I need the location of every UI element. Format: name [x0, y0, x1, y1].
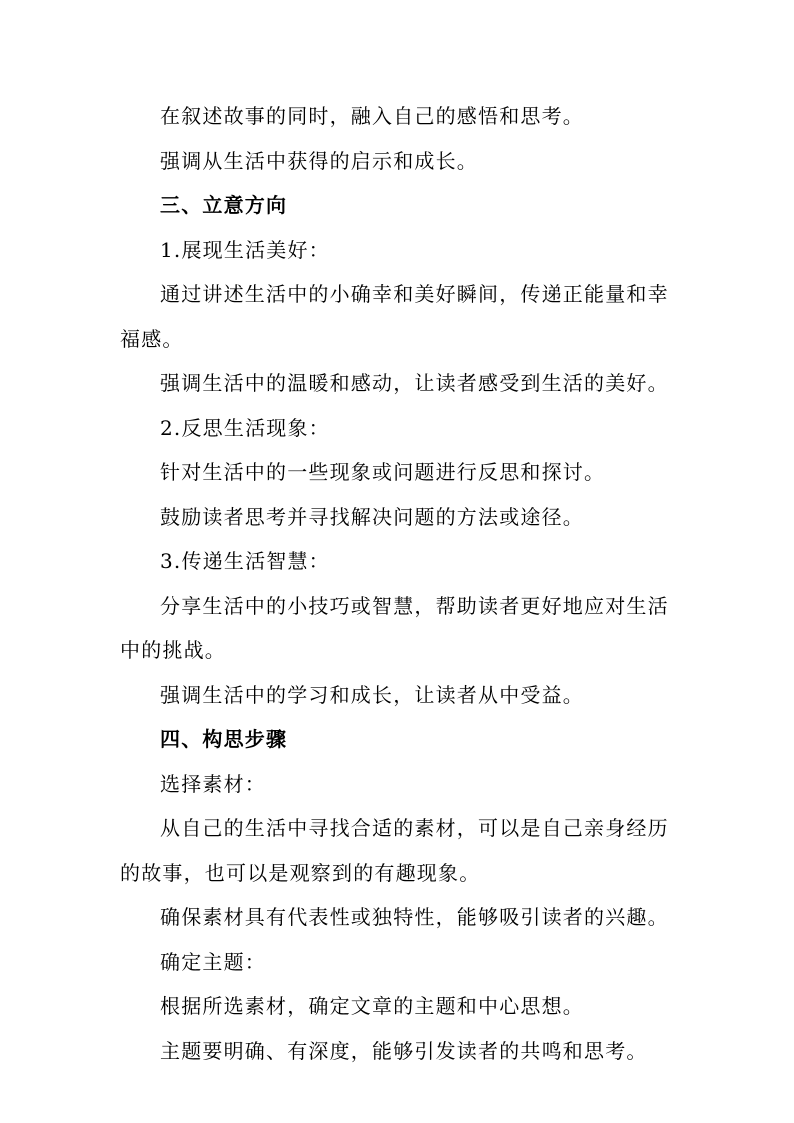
subheading-determine-theme: 确定主题：: [160, 949, 266, 974]
section-heading-theme-direction: 三、立意方向: [160, 193, 288, 217]
subheading-life-wisdom: 3.传递生活智慧：: [160, 549, 330, 573]
paragraph-reflect-issues: 针对生活中的一些现象或问题进行反思和探讨。: [160, 460, 606, 484]
paragraph-theme-depth: 主题要明确、有深度，能够引发读者的共鸣和思考。: [160, 1038, 648, 1063]
paragraph-representative: 确保素材具有代表性或独特性，能够吸引读者的兴趣。: [160, 905, 669, 929]
paragraph-theme-center: 根据所选素材，确定文章的主题和中心思想。: [160, 994, 584, 1018]
paragraph-small-happiness: 通过讲述生活中的小确幸和美好瞬间，传递正能量和幸福感。: [120, 282, 669, 351]
subheading-choose-material: 选择素材：: [160, 771, 266, 796]
subheading-life-beauty: 1.展现生活美好：: [160, 237, 330, 262]
paragraph-find-material: 从自己的生活中寻找合适的素材，可以是自己亲身经历的故事，也可以是观察到的有趣现象。: [120, 816, 669, 885]
section-heading-steps: 四、构思步骤: [160, 727, 288, 751]
subheading-reflect-phenomena: 2.反思生活现象：: [160, 415, 330, 440]
paragraph-growth: 强调从生活中获得的启示和成长。: [160, 148, 478, 173]
paragraph-share-tips: 分享生活中的小技巧或智慧，帮助读者更好地应对生活中的挑战。: [120, 593, 669, 662]
paragraph-learning: 强调生活中的学习和成长，让读者从中受益。: [160, 682, 584, 707]
paragraph-encourage-thinking: 鼓励读者思考并寻找解决问题的方法或途径。: [160, 504, 584, 529]
paragraph-warmth: 强调生活中的温暖和感动，让读者感受到生活的美好。: [160, 371, 669, 395]
paragraph-reflection: 在叙述故事的同时，融入自己的感悟和思考。: [160, 104, 584, 128]
